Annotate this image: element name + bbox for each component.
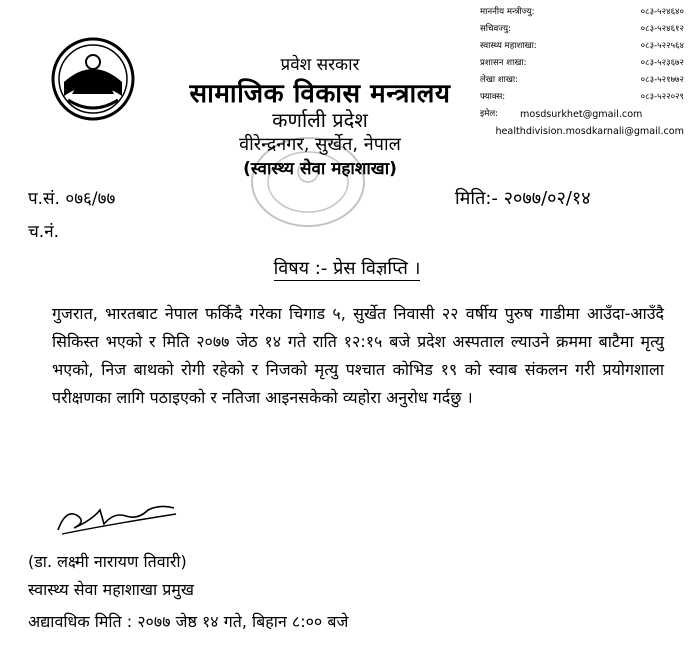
subject-line <box>0 256 694 280</box>
contact-list <box>480 4 692 140</box>
division-name: (स्वास्थ्य सेवा महाशाखा) <box>243 159 397 179</box>
subject-text: विषय :- प्रेस विज्ञप्ति । <box>273 258 421 279</box>
province-name: कर्णाली प्रदेश <box>272 108 368 132</box>
handwritten-signature <box>52 490 182 540</box>
email-secondary: healthdivision.mosdkarnali@gmail.com <box>495 126 684 137</box>
updated-date: अद्यावधिक मिति : २०७७ जेष्ठ १४ गते, बिहान ८:०० बजे <box>28 612 349 631</box>
contact-row: प्रशासन शाखा: ०८३-५२३६७२ <box>480 58 684 68</box>
signatory-title: स्वास्थ्य सेवा महाशाखा प्रमुख <box>28 580 194 599</box>
contact-row: माननीय मन्त्रीज्यु: ०८३-५२४६४० <box>480 7 684 17</box>
email-row <box>480 123 692 140</box>
email-row: इमेल: mosdsurkhet@gmail.com <box>480 106 692 123</box>
contact-row: सचिवज्यु: ०८३-५२४६१२ <box>480 24 684 34</box>
dispatch-number: च.नं. <box>28 222 60 242</box>
reference-number: प.सं. ०७६/७७ <box>28 189 116 209</box>
nepal-emblem-logo <box>50 36 136 122</box>
ministry-name: सामाजिक विकास मन्त्रालय <box>189 79 451 109</box>
email-primary: mosdsurkhet@gmail.com <box>520 109 643 120</box>
contact-row: लेखा शाखा: ०८३-५२१७७२ <box>480 75 684 85</box>
letter-date: मिति:- २०७७/०२/१४ <box>455 188 591 209</box>
press-release-body: गुजरात, भारतबाट नेपाल फर्किदै गरेका चिगाड ५, सुर्खेत निवासी २२ वर्षीय पुरुष गाडीमा आउँदा-आउँदै सिकिस्त भएको र मिति २०७७ जेठ १४ गते राति १२:१५ बजे प्रदेश अस्पताल ल्याउने क्रममा बाटैमा मृत्यु भएको, निज बाथको रोगी रहेको र निजको मृत्यु पश्चात कोभिड १९ को स्वाब संकलन गरी प्रयोगशाला परीक्षणका लागि पठाइएको र नतिजा आइनसकेको व्यहोरा अनुरोध गर्दछु । <box>52 304 664 407</box>
signatory-name: (डा. लक्ष्मी नारायण तिवारी) <box>28 552 187 571</box>
contact-row: स्वास्थ्य महाशाखा: ०८३-५२२५६४ <box>480 41 684 51</box>
office-address: वीरेन्द्रनगर, सुर्खेत, नेपाल <box>239 134 401 155</box>
government-name: प्रवेश सरकार <box>280 55 360 75</box>
contact-row: फ्याक्स: ०८३-५२२०२९ <box>480 92 684 102</box>
